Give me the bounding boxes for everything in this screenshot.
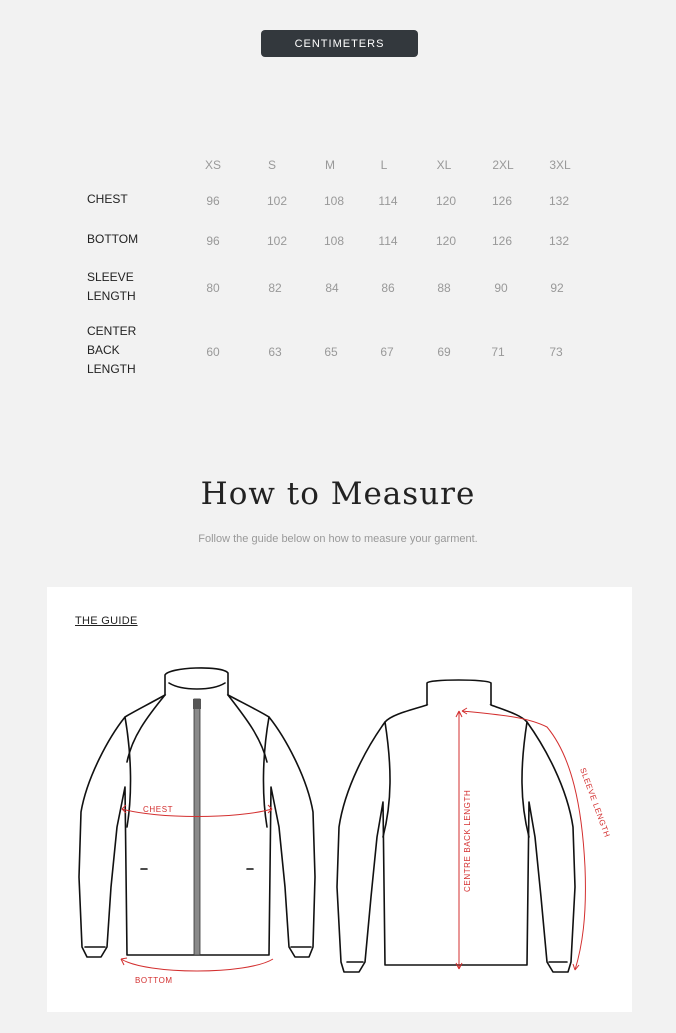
- bottom-value-xs: 96: [206, 234, 220, 248]
- centre-back-length-label: CENTRE BACK LENGTH: [463, 789, 472, 892]
- sleeve-value-s: 82: [268, 281, 282, 295]
- chest-value-l: 114: [378, 194, 398, 208]
- jacket-measurement-diagram: [47, 587, 632, 1012]
- cbl-value-xl: 69: [437, 345, 451, 359]
- cbl-value-m: 65: [324, 345, 338, 359]
- cbl-value-s: 63: [268, 345, 282, 359]
- size-header-l: L: [380, 158, 388, 172]
- size-header-m: M: [325, 158, 335, 172]
- sleeve-value-xl: 88: [437, 281, 451, 295]
- bottom-measure-line: [121, 958, 273, 971]
- cbl-value-2xl: 71: [491, 345, 505, 359]
- bottom-value-s: 102: [266, 234, 288, 248]
- size-header-xs: XS: [204, 158, 221, 172]
- bottom-value-2xl: 126: [491, 234, 513, 248]
- row-label-center-back-length: CENTER BACK LENGTH: [87, 324, 137, 376]
- cbl-value-l: 67: [380, 345, 394, 359]
- how-to-measure-heading: How to Measure: [200, 476, 476, 512]
- row-label-chest: CHEST: [87, 192, 128, 206]
- size-header-3xl: 3XL: [549, 158, 571, 172]
- sleeve-value-xs: 80: [206, 281, 220, 295]
- size-header-xl: XL: [436, 158, 452, 172]
- cbl-value-xs: 60: [206, 345, 220, 359]
- bottom-label: BOTTOM: [135, 976, 173, 985]
- how-to-measure-subheading: Follow the guide below on how to measure your garment.: [198, 533, 478, 545]
- chest-value-s: 102: [266, 194, 288, 208]
- sleeve-value-3xl: 92: [550, 281, 564, 295]
- size-header-s: S: [267, 158, 276, 172]
- sleeve-length-label: SLEEVE LENGTH: [578, 766, 612, 839]
- chest-label: CHEST: [143, 805, 174, 814]
- guide-card: [47, 587, 632, 1012]
- chest-value-xs: 96: [206, 194, 220, 208]
- bottom-value-l: 114: [378, 234, 398, 248]
- bottom-value-xl: 120: [435, 234, 457, 248]
- sleeve-value-2xl: 90: [494, 281, 508, 295]
- bottom-value-m: 108: [323, 234, 345, 248]
- guide-title: THE GUIDE: [75, 615, 138, 627]
- size-chart-table: [0, 0, 676, 420]
- sleeve-value-m: 84: [325, 281, 339, 295]
- sleeve-value-l: 86: [381, 281, 395, 295]
- cbl-value-3xl: 73: [549, 345, 563, 359]
- chest-value-xl: 120: [435, 194, 457, 208]
- bottom-value-3xl: 132: [548, 234, 570, 248]
- chest-value-3xl: 132: [548, 194, 570, 208]
- zipper: [193, 699, 201, 955]
- chest-value-2xl: 126: [491, 194, 513, 208]
- size-header-2xl: 2XL: [492, 158, 514, 172]
- row-label-bottom: BOTTOM: [87, 232, 139, 246]
- row-label-sleeve-length: SLEEVE LENGTH: [87, 270, 136, 303]
- chest-value-m: 108: [323, 194, 345, 208]
- unit-toggle-button[interactable]: CENTIMETERS: [261, 30, 418, 57]
